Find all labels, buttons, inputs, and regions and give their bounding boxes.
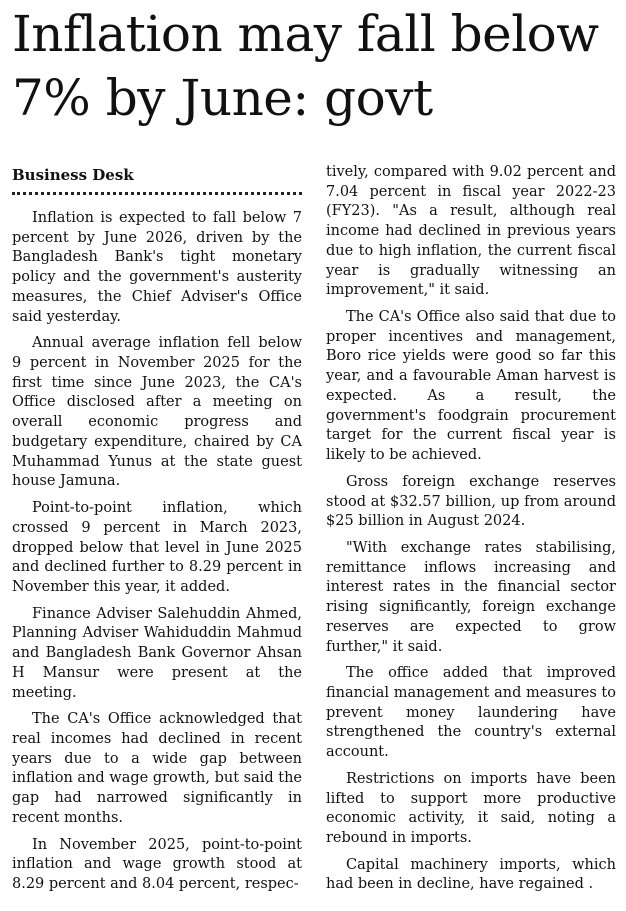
dotted-divider xyxy=(12,188,302,195)
article-paragraph: The CA's Office also said that due to proper incentives and management, Boro rice yields were good so far this year, and a favourable Aman harvest is expected. As a result, the government's foodgrain procurement target for the current fiscal year is likely to be achieved. xyxy=(326,309,616,464)
article-paragraph: The office added that improved financial management and measures to prevent money laundering have strengthened the country's external account. xyxy=(326,665,616,761)
article-column-left xyxy=(12,160,302,895)
article-paragraph: Inflation is expected to fall below 7 percent by June 2026, driven by the Bangladesh Bank's tight monetary policy and the government's austerity measures, the Chief Adviser's Office said yesterday. xyxy=(12,210,302,325)
article-paragraph: tively, compared with 9.02 percent and 7.04 percent in fiscal year 2022-23 (FY23). "As a result, although real income had declined in previous years due to high inflation, the current fiscal year is gradually witnessing an improvement," it said. xyxy=(326,164,616,299)
article-paragraph: Annual average inflation fell below 9 percent in November 2025 for the first time since June 2023, the CA's Office disclosed after a meeting on overall economic progress and budgetary expenditure, chaired by CA Muhammad Yunus at the state guest house Jamuna. xyxy=(12,335,302,490)
article-paragraph: Gross foreign exchange reserves stood at $32.57 billion, up from around $25 billion in August 2024. xyxy=(326,473,616,530)
article-paragraph: Capital machinery imports, which had been in decline, have regained . xyxy=(326,856,616,893)
article-paragraph: "With exchange rates stabilising, remittance inflows increasing and interest rates in the financial sector rising significantly, foreign exchange reserves are expected to grow further," it said. xyxy=(326,539,616,655)
article-column-right xyxy=(326,163,616,895)
byline: Business Desk xyxy=(12,166,134,184)
article-paragraph: Finance Adviser Salehuddin Ahmed, Planning Adviser Wahiduddin Mahmud and Bangladesh Bank Governor Ahsan H Mansur were present at the meeting. xyxy=(12,605,302,701)
article-paragraph: In November 2025, point-to-point inflation and wage growth stood at 8.29 percent and 8.04 percent, respec- xyxy=(12,836,302,892)
headline: Inflation may fall below 7% by June: govt xyxy=(12,5,599,127)
article-paragraph: Point-to-point inflation, which crossed 9 percent in March 2023, dropped below that level in June 2025 and declined further to 8.29 percent in November this year, it added. xyxy=(12,500,302,595)
article-paragraph: The CA's Office acknowledged that real incomes had declined in recent years due to a wide gap between inflation and wage growth, but said the gap had narrowed significantly in recent months. xyxy=(12,711,302,826)
article-paragraph: Restrictions on imports have been lifted to support more productive economic activity, it said, noting a rebound in imports. xyxy=(326,770,616,846)
